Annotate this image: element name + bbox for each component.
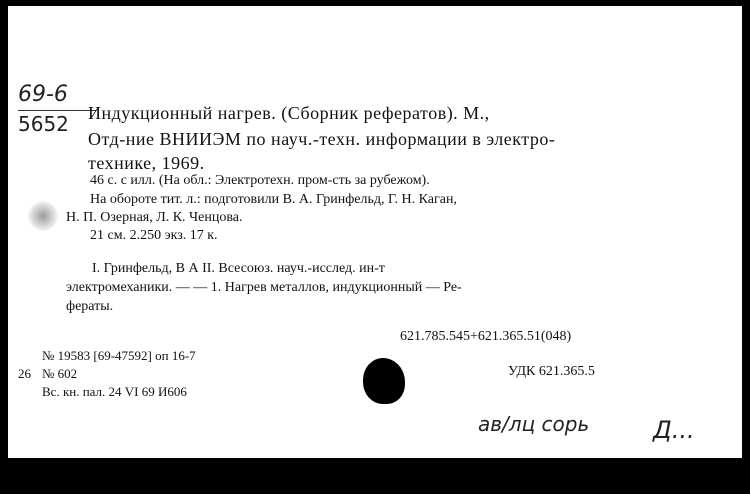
handwritten-underline [18,110,96,111]
ink-blot [363,358,405,404]
registration-line-1: № 19583 [69-47592] оп 16-7 [42,348,196,363]
description-line-4: 21 см. 2.250 экз. 17 к. [90,228,218,243]
subject-line-3: фераты. [66,299,114,314]
handwritten-shelf-mark: 69-6 [18,82,68,107]
catalog-card [8,6,742,458]
publisher-line-2: технике, 1969. [88,153,205,173]
ink-smudge [28,201,58,231]
subject-line-1: I. Гринфельд, В А II. Всесоюз. науч.-исслед. ин-т [92,261,385,276]
publisher-line-1: Отд-ние ВНИИЭМ по науч.-техн. информации в электро- [88,129,556,149]
description-line-1: 46 с. с илл. (На обл.: Электротехн. пром-сть за рубежом). [90,173,430,188]
classification-number: 621.785.545+621.365.51(048) [400,329,572,344]
udk-code: УДК 621.365.5 [508,364,595,379]
signature: Д... [653,416,695,444]
registration-line-2: № 602 [42,366,78,381]
description-line-3: Н. П. Озерная, Л. К. Ченцова. [66,210,243,225]
handwritten-number: 5652 [18,112,69,136]
registration-margin-number: 26 [18,366,31,381]
description-line-2: На обороте тит. л.: подготовили В. А. Гринфельд, Г. Н. Каган, [90,192,457,207]
registration-line-3: Вс. кн. пал. 24 VI 69 И606 [42,384,187,399]
title-line: Индукционный нагрев. (Сборник рефератов). М., [88,103,490,123]
handwritten-note: ав/лц сорь [478,412,590,436]
subject-line-2: электромеханики. — — 1. Нагрев металлов, индукционный — Ре- [66,280,462,295]
